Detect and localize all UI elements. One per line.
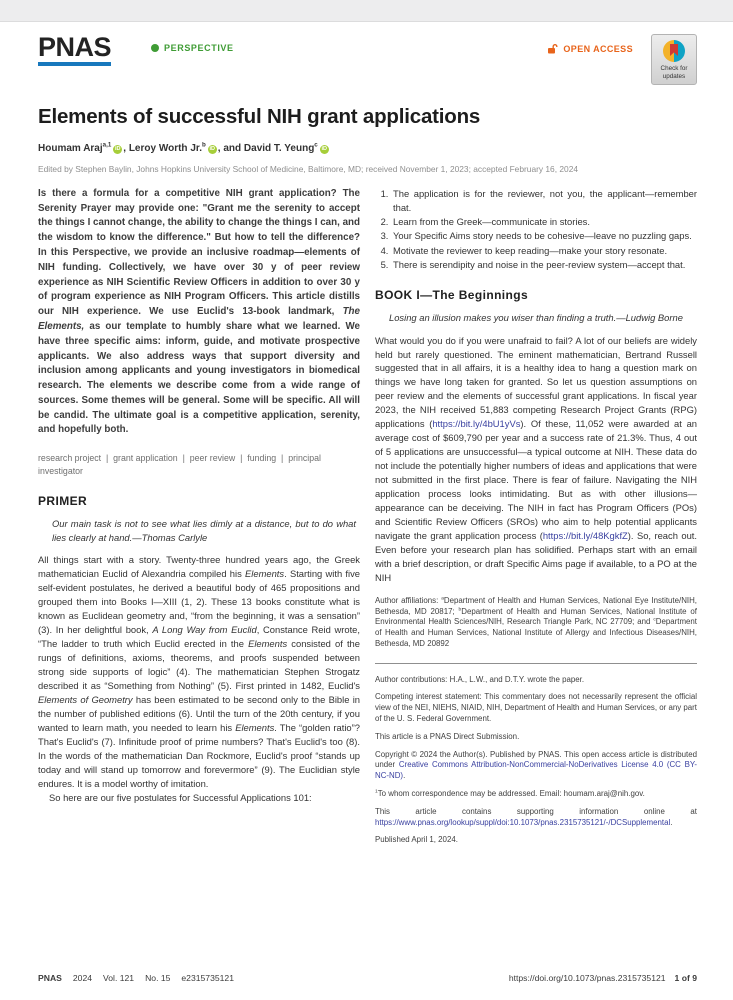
perspective-dot-icon [151, 44, 159, 52]
postulate-list [375, 187, 697, 272]
page-footer [38, 973, 697, 983]
pnas-logo[interactable] [38, 34, 111, 66]
correspondence-note: $^1$To whom correspondence may be addressed. Email: houmam.araj@nih.gov. [375, 789, 645, 799]
pnas-logo-bar [38, 62, 111, 66]
open-lock-icon [547, 43, 559, 55]
list-item: 5. There is serendipity and noise in the peer-review system—accept that. [391, 258, 697, 272]
direct-submission-note: This article is a PNAS Direct Submission. [375, 731, 520, 741]
page-title: Elements of successful NIH grant applications [38, 105, 481, 128]
primer-paragraph-2: So here are our five postulates for Successful Applications 101: [49, 791, 312, 803]
author-affiliations: Author affiliations: $^a$Department of Health and Human Services, National Eye Institute/NIH, Bethesda, MD 20817; $^b$Department of Health and Human Services, National Institute of Environmental Health Sciences/NIH, Research Triangle Park, NC 27709; and $^c$Department of Health and Human Services, National Institute of Allergy and Infectious Diseases/NIH, Bethesda, MD 20892 [375, 595, 697, 648]
open-access-badge [547, 43, 633, 55]
footer-doi: https://doi.org/10.1073/pnas.2315735121 1 of 9 [508, 973, 697, 983]
keyword-list: research project | grant application | peer review | funding | principal investigator [38, 453, 321, 477]
right-column [375, 187, 697, 854]
page-content [0, 22, 733, 853]
book1-epigraph: Losing an illusion makes you wiser than finding a truth.—Ludwig Borne [389, 311, 683, 323]
book1-paragraph: What would you do if you were unafraid to fail? A lot of our beliefs are widely held but rarely questioned. The eminent mathematician, Bertrand Russell suggested that in all affairs, it is a healthy idea to hang a question mark on things we have long taken for granted. So let us question assumptions on peer review and the elements of successful grant applications. In fiscal year 2023, the NIH received 51,883 competing Research Project Grants (RPG) applications (https://bit.ly/4bU1yVs). Of these, 11,052 were awarded at an average cost of $609,790 per year and a success rate of 21.3%. Thus, 4 out of 5 applications are unsuccessful—a typical outcome at NIH. These data do not include the potentially higher numbers of ideas and applications that were not submitted in the first place. There is fear of failure. Navigating the NIH application process looks intimidating. But as with other illusions—appearance can be deceiving. The NIH in fact has Program Officers (POs) and Scientific Review Officers (SROs) who aim to help potential applicants navigate the grant application process (https://bit.ly/48KgkfZ). So, reach out. Even before your research plan has solidified. Perhaps start with an email with a brief description, or draft Specific Aims page if available, to a PO at the NIH [375, 334, 697, 583]
supporting-information-note: This article contains supporting information online at https://www.pnas.org/lookup/suppl/doi:10.1073/pnas.2315735121/-/DCSupplemental. [375, 806, 697, 827]
orcid-icon[interactable]: iD [209, 145, 216, 152]
inline-link[interactable]: https://www.pnas.org/lookup/suppl/doi:10.1073/pnas.2315735121/-/DCSupplemental [375, 817, 671, 827]
abstract-text: Is there a formula for a competitive NIH grant application? The Serenity Prayer may provide one: "Grant me the serenity to accept the things I cannot change, the ability to change the things I can, and the wisdom to know the difference." But how to tell the difference? In this Perspective, we provide an inclusive roadmap—elements of NIH funding. Collectively, we have over 30 y of peer review experience as NIH Scientific Review Officers in addition to over 30 y of program experience as NIH Program Officers. This article distills our NIH experience. We use Euclid's 13-book landmark, The Elements, as our template to humbly share what we learned. We have three specific aims: inform, guide, and motivate prospective applicants. We also address ways that support diversity and inclusion among applicants and young investigators in biomedical research. The elements we describe come from a wide range of sources. Some themes will be general. Some will be specific. All will be candid. The ultimate goal is a competitive application, serenity, and hopefully both. [38, 187, 360, 436]
section-heading-book1: BOOK I—The Beginnings [375, 287, 529, 302]
open-access-label: OPEN ACCESS [563, 44, 633, 54]
published-date: Published April 1, 2024. [375, 835, 458, 845]
masthead [38, 22, 697, 85]
footnote-divider [375, 663, 697, 664]
article-type-badge [151, 43, 234, 53]
article-type-label: PERSPECTIVE [164, 43, 234, 53]
author-line: Houmam Araj$^{a,1}$iD , Leroy Worth Jr.$^b$iD , and David T. Yeung$^c$iD [38, 141, 327, 154]
two-column-body [38, 187, 697, 854]
list-item: 3. Your Specific Aims story needs to be cohesive—leave no puzzling gaps. [391, 229, 697, 243]
list-item: 4. Motivate the reviewer to keep reading—make your story resonate. [391, 244, 697, 258]
primer-epigraph: Our main task is not to see what lies dimly at a distance, but to do what lies clearly at hand.—Thomas Carlyle [52, 518, 356, 543]
orcid-icon[interactable]: iD [115, 145, 121, 152]
crossmark-icon [663, 40, 685, 62]
list-item: 1. The application is for the reviewer, not you, the applicant—remember that. [391, 187, 697, 215]
primer-paragraph: All things start with a story. Twenty-three hundred years ago, the Greek mathematician Euclid of Alexandria compiled his Elements. Starting with five self-evident postulates, he derived a beautiful body of 465 propositions and grouped them into Books I—XIII (1, 2). These 13 books constitute what is known as Euclidean geometry and, “from the beginning, it was a sensation” (3). In her delightful book, A Long Way from Euclid, Constance Reid wrote, “The ladder to truth which Euclid erected in the Elements consisted of the rungs of definitions, axioms, theorems, and proofs suspended between strong side supports of logic” (4). The mathematician Stephen Strogatz described it as “Something from Nothing” (5). First printed in 1482, Euclid's Elements of Geometry has been estimated to be second only to the Bible in the number of published editions (6). Until the turn of the 20th century, if you wanted to learn math, you needed to learn his Elements. The “golden ratio”? That's Euclid's (7). Infinitude proof of prime numbers? That's Euclid's too (8). In the words of the mathematician Dan Rockmore, Euclid's proof “stands up today and will stand up tomorrow and forevermore” (9). The Euclidian style endures. It is a model worthy of imitation. [38, 554, 361, 789]
left-column [38, 187, 360, 854]
pnas-logo-text: PNAS [38, 32, 112, 62]
inline-link[interactable]: Creative Commons Attribution-NonCommercial-NoDerivatives License 4.0 (CC BY-NC-ND) [375, 760, 697, 781]
copyright-note: Copyright © 2024 the Author(s). Published by PNAS. This open access article is distributed under Creative Commons Attribution-NonCommercial-NoDerivatives License 4.0 (CC BY-NC-ND). [375, 749, 697, 781]
page-top-strip [0, 0, 733, 22]
footer-citation: PNAS 2024 Vol. 121 No. 15 e2315735121 [38, 973, 234, 983]
competing-interest-statement: Competing interest statement: This commentary does not necessarily represent the official view of the NEI, NIEHS, NIAID, NIH, Department of Health and Human Services, or any part of the U. S. Federal Government. [375, 692, 697, 724]
check-for-updates-label: Check for updates [660, 65, 688, 80]
check-for-updates-badge[interactable] [651, 34, 697, 85]
orcid-icon[interactable]: iD [321, 145, 327, 152]
list-item: 2. Learn from the Greek—communicate in stories. [391, 215, 697, 229]
section-heading-primer: PRIMER [38, 494, 88, 509]
inline-link[interactable]: https://bit.ly/48KgkfZ [542, 529, 628, 541]
author-contributions: Author contributions: H.A., L.W., and D.T.Y. wrote the paper. [375, 674, 585, 684]
edited-by-line: Edited by Stephen Baylin, Johns Hopkins University School of Medicine, Baltimore, MD; received November 1, 2023; accepted February 16, 2024 [38, 163, 579, 174]
inline-link[interactable]: https://bit.ly/4bU1yVs [432, 418, 521, 430]
